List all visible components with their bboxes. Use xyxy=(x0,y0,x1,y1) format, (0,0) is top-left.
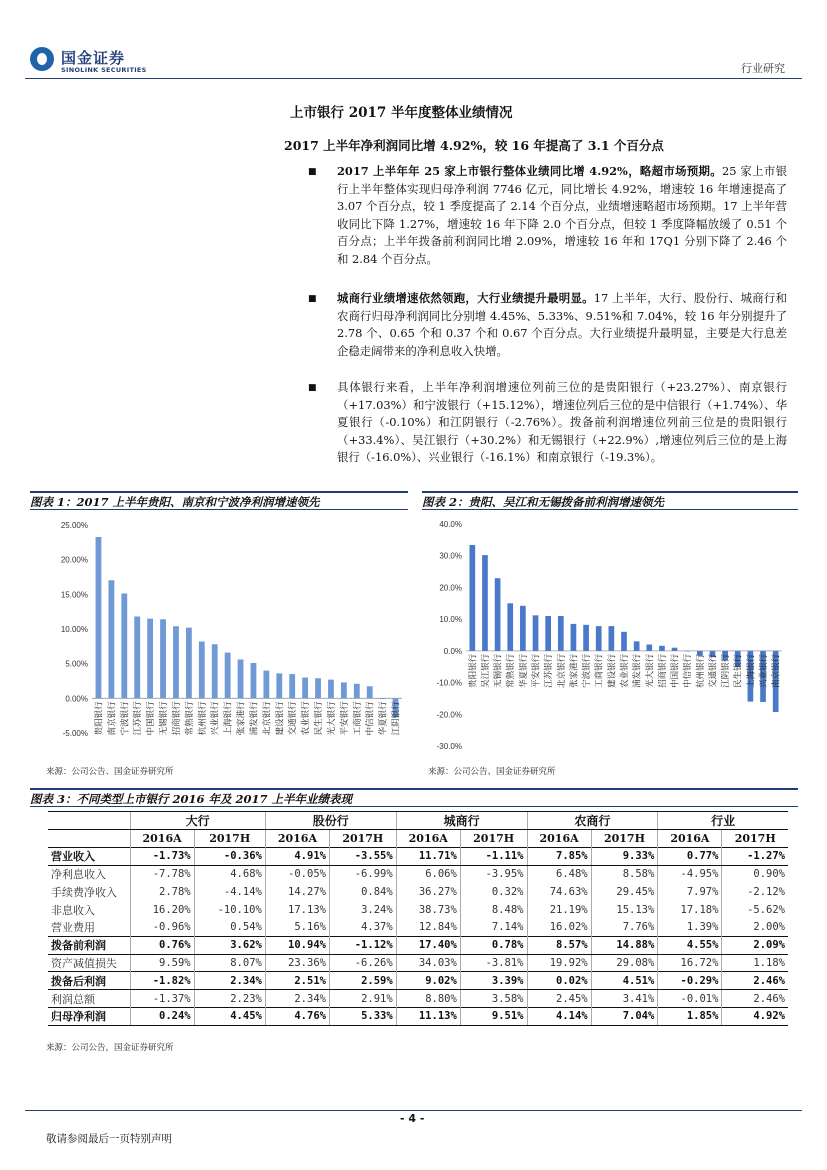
y-tick-label: 30.0% xyxy=(439,551,462,561)
table-cell: 9.02% xyxy=(396,972,460,990)
x-category-label: 江苏银行 xyxy=(543,653,554,688)
table-cell: -6.99% xyxy=(329,865,396,883)
y-tick-label: 0.00% xyxy=(65,694,88,704)
table-row xyxy=(48,918,788,936)
table-cell: 4.91% xyxy=(265,847,329,865)
section-subtitle: 2017 上半年净利润同比增 4.92%，较 16 年提高了 3.1 个百分点 xyxy=(284,138,664,153)
x-category-label: 无锡银行 xyxy=(492,653,503,688)
period-header: 2016A xyxy=(130,830,194,848)
table-cell: -1.37% xyxy=(130,990,194,1008)
table-cell: 3.62% xyxy=(194,936,265,954)
table-cell: 3.58% xyxy=(460,990,527,1008)
table-cell: 11.13% xyxy=(396,1007,460,1025)
table-cell: -6.26% xyxy=(329,954,396,972)
x-category-label: 平安银行 xyxy=(530,653,541,688)
row-label: 资产减值损失 xyxy=(51,956,117,970)
x-category-label: 中国银行 xyxy=(145,701,156,736)
table-cell: 2.23% xyxy=(194,990,265,1008)
chart-bar xyxy=(583,625,589,651)
table-cell: 7.76% xyxy=(591,918,658,936)
chart-bar xyxy=(173,626,179,698)
paragraph-1-body: 25 家上市银行上半年整体实现归母净利润 7746 亿元，同比增长 4.92%，增速较 16 年增速提高了 3.07 个百分点，较 1 季度提高了 2.14 个百分点，业绩增速略超市场预期。17 上半年营收同比下降 1.27%，增速较 16 年下降 2.0 个百分点，但较 1 季度降幅放缓了 0.51 个百分点；上半年拨备前利润同比增 2.09%，增速较 16 年和 17Q1 分别下降了 2.46 个和 2.84 个百分点。 xyxy=(337,164,787,266)
table-cell: 8.07% xyxy=(194,954,265,972)
group-header: 行业 xyxy=(658,812,788,830)
chart-bar xyxy=(96,537,102,698)
period-header: 2016A xyxy=(265,830,329,848)
table-cell: 12.84% xyxy=(396,918,460,936)
period-header: 2016A xyxy=(396,830,460,848)
chart-bar xyxy=(646,645,652,651)
y-tick-label: 20.00% xyxy=(60,555,88,565)
row-label: 营业费用 xyxy=(51,921,95,935)
table-source: 来源：公司公告，国金证券研究所 xyxy=(46,1043,174,1053)
table-row xyxy=(48,865,788,883)
table-cell: -3.55% xyxy=(329,847,396,865)
table-cell: 2.34% xyxy=(265,990,329,1008)
x-category-label: 张家港行 xyxy=(568,653,579,688)
table-row xyxy=(48,1007,788,1025)
table-cell: 0.32% xyxy=(460,883,527,901)
x-category-label: 北京银行 xyxy=(555,653,566,688)
period-header: 2016A xyxy=(527,830,591,848)
x-category-label: 华夏银行 xyxy=(377,701,388,736)
table-cell: 4.92% xyxy=(722,1007,788,1025)
bullet-icon: ■ xyxy=(308,294,317,304)
table-cell: 2.45% xyxy=(527,990,591,1008)
table-cell: 1.85% xyxy=(658,1007,722,1025)
table-cell: -0.01% xyxy=(658,990,722,1008)
chart-bar xyxy=(276,673,282,698)
table-cell: 2.46% xyxy=(722,972,788,990)
brand-name-cn: 国金证券 xyxy=(61,49,126,67)
table-cell: 2.91% xyxy=(329,990,396,1008)
pre-provision-profit-growth-chart xyxy=(422,514,800,760)
chart-bar xyxy=(634,641,640,651)
x-category-label: 民生银行 xyxy=(732,653,743,688)
paragraph-1 xyxy=(337,163,787,268)
x-category-label: 兴业银行 xyxy=(758,653,769,688)
table-cell: 23.36% xyxy=(265,954,329,972)
x-category-label: 建设银行 xyxy=(606,653,617,688)
x-category-label: 光大银行 xyxy=(644,653,655,688)
chart-bar xyxy=(315,678,321,698)
group-header: 农商行 xyxy=(527,812,658,830)
x-category-label: 上海银行 xyxy=(222,701,233,736)
chart-bar xyxy=(367,686,373,698)
x-category-label: 交通银行 xyxy=(287,701,298,736)
x-category-label: 中国银行 xyxy=(669,653,680,688)
table-cell: -1.73% xyxy=(130,847,194,865)
table-cell: 15.13% xyxy=(591,901,658,919)
table-cell: -0.29% xyxy=(658,972,722,990)
table-cell: 9.59% xyxy=(130,954,194,972)
y-tick-label: 25.00% xyxy=(60,521,88,530)
table-row xyxy=(48,972,788,990)
x-category-label: 贵阳银行 xyxy=(93,701,104,736)
table-cell: 2.59% xyxy=(329,972,396,990)
table-cell: 9.51% xyxy=(460,1007,527,1025)
table-cell: -4.95% xyxy=(658,865,722,883)
table-cell: 10.94% xyxy=(265,936,329,954)
chart-bar xyxy=(147,619,153,699)
x-category-label: 张家港行 xyxy=(235,701,246,736)
period-header: 2017H xyxy=(460,830,527,848)
chart-bar xyxy=(609,626,615,651)
table-cell: 0.90% xyxy=(722,865,788,883)
y-tick-label: -10.0% xyxy=(436,678,462,688)
table-cell: 8.48% xyxy=(460,901,527,919)
row-label: 拨备后利润 xyxy=(48,972,130,990)
x-category-label: 兴业银行 xyxy=(209,701,220,736)
y-tick-label: -30.0% xyxy=(436,742,462,751)
y-tick-label: 20.0% xyxy=(439,583,462,593)
table-cell: 21.19% xyxy=(527,901,591,919)
x-category-label: 无锡银行 xyxy=(158,701,169,736)
table-cell: 19.92% xyxy=(527,954,591,972)
table-cell: 0.24% xyxy=(130,1007,194,1025)
row-label: 营业收入 xyxy=(48,847,130,865)
row-label: 利润总额 xyxy=(51,992,95,1006)
table-cell: 2.78% xyxy=(130,883,194,901)
paragraph-2-lead: 城商行业绩增速依然领跑，大行业绩提升最明显。 xyxy=(337,291,594,305)
table-cell: 5.33% xyxy=(329,1007,396,1025)
table-cell: -3.95% xyxy=(460,865,527,883)
table-header-groups xyxy=(48,812,788,830)
x-category-label: 江阴银行 xyxy=(720,653,731,688)
group-header: 城商行 xyxy=(396,812,527,830)
x-category-label: 杭州银行 xyxy=(694,653,705,688)
table-cell: 1.18% xyxy=(722,954,788,972)
page-number: - 4 - xyxy=(400,1112,425,1125)
chart-bar xyxy=(495,578,501,651)
paragraph-3 xyxy=(337,379,787,467)
table-cell: 1.39% xyxy=(658,918,722,936)
x-category-label: 平安银行 xyxy=(338,701,349,736)
x-category-label: 建设银行 xyxy=(274,701,285,736)
x-category-label: 农业银行 xyxy=(300,701,311,736)
table-cell: 5.16% xyxy=(265,918,329,936)
x-category-label: 北京银行 xyxy=(261,701,272,736)
table-cell: 4.14% xyxy=(527,1007,591,1025)
x-category-label: 宁波银行 xyxy=(119,701,130,736)
net-profit-growth-chart xyxy=(30,514,410,760)
table-cell: -5.62% xyxy=(722,901,788,919)
x-category-label: 农业银行 xyxy=(619,653,629,688)
period-header: 2017H xyxy=(329,830,396,848)
table-title: 图表 3：不同类型上市银行 2016 年及 2017 上半年业绩表现 xyxy=(30,788,798,807)
table-cell: -4.14% xyxy=(194,883,265,901)
x-category-label: 民生银行 xyxy=(313,701,324,736)
table-cell: 4.51% xyxy=(591,972,658,990)
table-cell: -1.27% xyxy=(722,847,788,865)
chart-bar xyxy=(684,651,690,652)
brand-name-en: SINOLINK SECURITIES xyxy=(61,66,147,74)
table-cell: 16.20% xyxy=(130,901,194,919)
page-header xyxy=(0,0,827,80)
x-category-label: 江苏银行 xyxy=(132,701,143,736)
x-category-label: 杭州银行 xyxy=(196,701,207,736)
table-cell: 2.34% xyxy=(194,972,265,990)
footer-divider xyxy=(25,1110,802,1111)
logo-icon xyxy=(30,47,54,71)
table-cell: 0.54% xyxy=(194,918,265,936)
chart-bar xyxy=(354,684,360,699)
table-cell: -0.05% xyxy=(265,865,329,883)
table-cell: 4.45% xyxy=(194,1007,265,1025)
chart-bar xyxy=(121,594,127,699)
table-row xyxy=(48,883,788,901)
row-label: 非息收入 xyxy=(51,903,95,917)
table-header-periods xyxy=(48,830,788,848)
table-row xyxy=(48,936,788,954)
x-category-label: 浦发银行 xyxy=(631,653,642,688)
header-divider xyxy=(25,78,802,79)
figure-2-source: 来源：公司公告、国金证券研究所 xyxy=(428,767,556,777)
table-cell: 3.24% xyxy=(329,901,396,919)
x-category-label: 南京银行 xyxy=(770,653,781,688)
chart-bar xyxy=(596,626,602,651)
paragraph-1-lead: 2017 上半年年 25 家上市银行整体业绩同比增 4.92%，略超市场预期。 xyxy=(337,164,722,178)
table-cell: 7.14% xyxy=(460,918,527,936)
chart-bar xyxy=(520,606,526,651)
figure-1-title: 图表 1：2017 上半年贵阳、南京和宁波净利润增速领先 xyxy=(30,491,408,510)
row-label: 净利息收入 xyxy=(51,868,106,882)
table-cell: 74.63% xyxy=(527,883,591,901)
x-category-label: 华夏银行 xyxy=(517,653,528,688)
x-category-label: 交通银行 xyxy=(707,653,718,688)
table-cell: 0.84% xyxy=(329,883,396,901)
row-label: 手续费净收入 xyxy=(51,885,117,899)
x-category-label: 吴江银行 xyxy=(479,653,490,688)
row-label: 归母净利润 xyxy=(48,1007,130,1025)
table-cell: 2.09% xyxy=(722,936,788,954)
chart-bar xyxy=(225,653,231,699)
table-cell: 2.51% xyxy=(265,972,329,990)
bullet-icon: ■ xyxy=(308,167,317,177)
group-header: 大行 xyxy=(130,812,265,830)
paragraph-2 xyxy=(337,290,787,360)
chart-bar xyxy=(341,682,347,698)
table-cell: 8.80% xyxy=(396,990,460,1008)
x-category-label: 招商银行 xyxy=(656,653,667,688)
table-cell: 11.71% xyxy=(396,847,460,865)
table-cell: 6.48% xyxy=(527,865,591,883)
table-cell: -10.10% xyxy=(194,901,265,919)
table-cell: 16.02% xyxy=(527,918,591,936)
chart-bar xyxy=(507,603,513,651)
table-cell: 14.88% xyxy=(591,936,658,954)
bank-performance-table xyxy=(48,811,788,1026)
table-corner xyxy=(48,812,130,830)
table-cell: 17.40% xyxy=(396,936,460,954)
paragraph-3-body: 具体银行来看，上半年净利润增速位列前三位的是贵阳银行（+23.27%）、南京银行（+17.03%）和宁波银行（+15.12%），增速位列后三位的是中信银行（+1.74%）、华夏银行（-0.10%）和江阴银行（-2.76%）。拨备前利润增速位列前三位是的贵阳银行（+33.4%）、吴江银行（+30.2%）和无锡银行（+22.9%）,增速位列后三位的是上海银行（-16.0%）、兴业银行（-16.1%）和南京银行（-19.3%）。 xyxy=(337,380,787,464)
table-cell: 8.57% xyxy=(527,936,591,954)
table-cell: 0.78% xyxy=(460,936,527,954)
table-row xyxy=(48,901,788,919)
table-row xyxy=(48,954,788,972)
table-cell: 7.97% xyxy=(658,883,722,901)
table-cell: 3.39% xyxy=(460,972,527,990)
table-cell: 4.37% xyxy=(329,918,396,936)
table-cell: 9.33% xyxy=(591,847,658,865)
report-category: 行业研究 xyxy=(741,62,785,75)
chart-bar xyxy=(380,698,386,699)
table-cell: -0.96% xyxy=(130,918,194,936)
chart-bar xyxy=(571,624,577,651)
figure-1-source: 来源：公司公告、国金证券研究所 xyxy=(46,767,174,777)
x-category-label: 江阴银行 xyxy=(390,701,401,736)
y-tick-label: 10.0% xyxy=(439,615,462,625)
chart-bar xyxy=(469,545,475,651)
table-row xyxy=(48,990,788,1008)
table-cell: 17.13% xyxy=(265,901,329,919)
chart-bar xyxy=(558,616,564,651)
table-cell: 29.08% xyxy=(591,954,658,972)
y-tick-label: -5.00% xyxy=(62,729,88,738)
chart-bar xyxy=(672,648,678,651)
table-cell: 0.02% xyxy=(527,972,591,990)
bullet-icon: ■ xyxy=(308,383,317,393)
chart-bar xyxy=(134,617,140,699)
period-header: 2016A xyxy=(658,830,722,848)
table-cell: 2.00% xyxy=(722,918,788,936)
row-label: 拨备前利润 xyxy=(48,936,130,954)
y-tick-label: 10.00% xyxy=(60,625,88,634)
table-cell: -7.78% xyxy=(130,865,194,883)
table-cell: 2.46% xyxy=(722,990,788,1008)
period-header: 2017H xyxy=(194,830,265,848)
table-cell: -3.81% xyxy=(460,954,527,972)
chart-bar xyxy=(251,663,257,698)
table-cell: 0.76% xyxy=(130,936,194,954)
x-category-label: 中信银行 xyxy=(364,701,375,736)
x-category-label: 工商银行 xyxy=(593,653,604,688)
x-category-label: 中信银行 xyxy=(682,653,693,688)
table-cell: 7.04% xyxy=(591,1007,658,1025)
figure-2-title: 图表 2：贵阳、吴江和无锡拨备前利润增速领先 xyxy=(422,491,798,510)
x-category-label: 光大银行 xyxy=(325,701,336,736)
chart-bar xyxy=(659,646,665,651)
x-category-label: 常熟银行 xyxy=(505,653,516,688)
table-cell: 14.27% xyxy=(265,883,329,901)
group-header: 股份行 xyxy=(265,812,396,830)
table-cell: 8.58% xyxy=(591,865,658,883)
table-row xyxy=(48,847,788,865)
y-tick-label: -20.0% xyxy=(436,710,462,720)
table-cell: 34.03% xyxy=(396,954,460,972)
table-cell: -1.11% xyxy=(460,847,527,865)
table-cell: -0.36% xyxy=(194,847,265,865)
chart-bar xyxy=(212,644,218,698)
period-header: 2017H xyxy=(722,830,788,848)
y-tick-label: 5.00% xyxy=(65,659,88,669)
x-category-label: 宁波银行 xyxy=(581,653,592,688)
chart-bar xyxy=(108,580,114,698)
x-category-label: 南京银行 xyxy=(106,701,117,736)
table-cell: 4.76% xyxy=(265,1007,329,1025)
chart-bar xyxy=(328,680,334,699)
section-title: 上市银行 2017 半年度整体业绩情况 xyxy=(290,105,513,121)
disclaimer-note: 敬请参阅最后一页特别声明 xyxy=(46,1133,172,1145)
chart-bar xyxy=(289,674,295,698)
x-category-label: 招商银行 xyxy=(170,701,181,736)
table-cell: 7.85% xyxy=(527,847,591,865)
chart-bar xyxy=(482,555,488,651)
x-category-label: 上海银行 xyxy=(745,653,756,688)
y-tick-label: 15.00% xyxy=(60,590,88,600)
table-cell: 4.68% xyxy=(194,865,265,883)
chart-bar xyxy=(238,660,244,699)
x-category-label: 常熟银行 xyxy=(183,701,194,736)
table-cell: 6.06% xyxy=(396,865,460,883)
y-tick-label: 0.0% xyxy=(443,646,462,656)
table-cell: 3.41% xyxy=(591,990,658,1008)
table-cell: -1.12% xyxy=(329,936,396,954)
chart-bar xyxy=(533,615,539,651)
period-header: 2017H xyxy=(591,830,658,848)
chart-bar xyxy=(621,632,627,651)
paragraph-2-body: 17 上半年，大行、股份行、城商行和农商行归母净利润同比分别增 4.45%、5.33%、9.51%和 7.04%，较 16 年分别提升了 2.78 个、0.65 个和 0.37 个和 0.67 个百分点。大行业绩提升最明显，主要是大行息差企稳走阔带来的净利息收入快增。 xyxy=(337,291,787,358)
table-corner xyxy=(48,830,130,848)
table-cell: 29.45% xyxy=(591,883,658,901)
chart-bar xyxy=(545,616,551,651)
table-cell: 16.72% xyxy=(658,954,722,972)
x-category-label: 工商银行 xyxy=(351,701,362,736)
chart-bar xyxy=(302,678,308,699)
chart-bar xyxy=(186,628,192,699)
x-category-label: 浦发银行 xyxy=(248,701,259,736)
table-cell: 0.77% xyxy=(658,847,722,865)
table-cell: 36.27% xyxy=(396,883,460,901)
chart-bar xyxy=(160,619,166,698)
chart-bar xyxy=(263,671,269,699)
table-cell: -2.12% xyxy=(722,883,788,901)
x-category-label: 贵阳银行 xyxy=(467,653,478,688)
y-tick-label: 40.0% xyxy=(439,520,462,529)
table-cell: -1.82% xyxy=(130,972,194,990)
table-cell: 38.73% xyxy=(396,901,460,919)
table-cell: 4.55% xyxy=(658,936,722,954)
table-cell: 17.18% xyxy=(658,901,722,919)
chart-bar xyxy=(199,641,205,698)
